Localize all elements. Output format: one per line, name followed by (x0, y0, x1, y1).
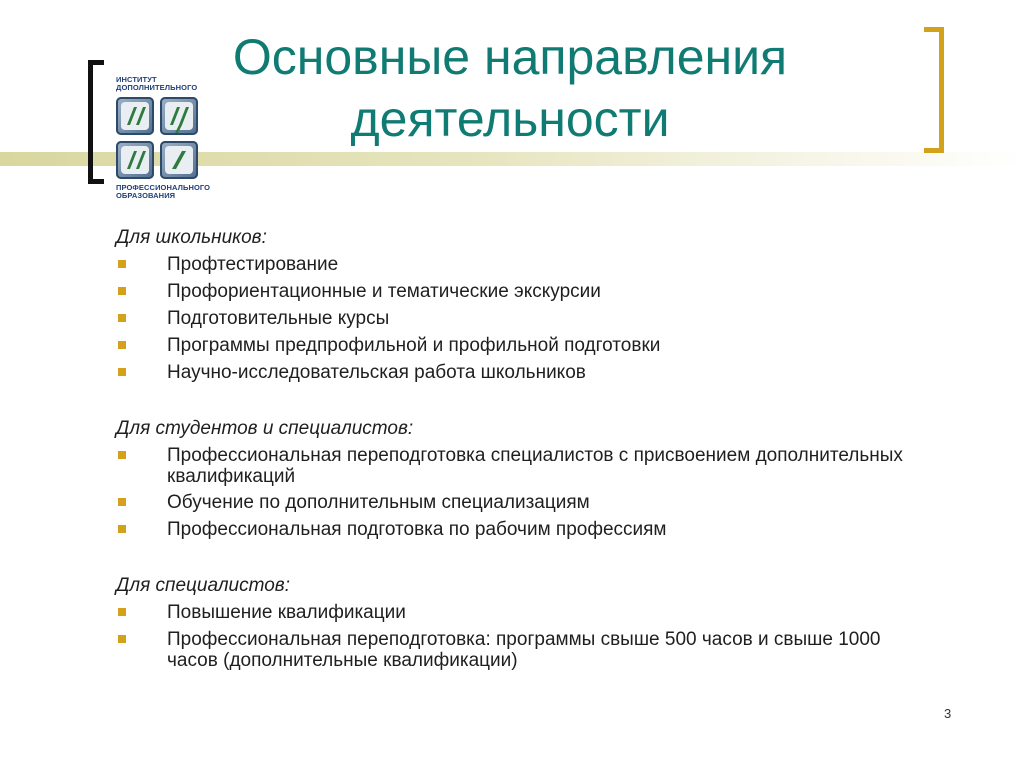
section-heading-specialists: Для специалистов: (116, 575, 290, 596)
list-item: Программы предпрофильной и профильной подготовки (167, 335, 661, 356)
bullet-icon (118, 498, 126, 506)
page-number: 3 (944, 706, 952, 721)
bullet-icon (118, 451, 126, 459)
list-item: Профориентационные и тематические экскурсии (167, 281, 601, 302)
list-item: Подготовительные курсы (167, 308, 390, 329)
list-item: Научно-исследовательская работа школьников (167, 362, 586, 383)
section-heading-students: Для студентов и специалистов: (116, 418, 414, 439)
list-item: Обучение по дополнительным специализациям (167, 492, 590, 513)
list-item: Профтестирование (167, 254, 339, 275)
logo-top-line-1: ИНСТИТУТ (116, 75, 157, 84)
bullet-icon (118, 368, 126, 376)
bullet-icon (118, 608, 126, 616)
logo-top-line-2: ДОПОЛНИТЕЛЬНОГО (116, 83, 198, 92)
title-line-2: деятельности (350, 91, 670, 147)
list-item: Профессиональная переподготовка специалистов с присвоением дополнительных квалификаций (167, 445, 903, 487)
bullet-icon (118, 341, 126, 349)
bullet-icon (118, 635, 126, 643)
logo-bottom-line-1: ПРОФЕССИОНАЛЬНОГО (116, 183, 211, 192)
list-item: Повышение квалификации (167, 602, 406, 623)
title-line-1: Основные направления (232, 29, 788, 85)
list-item: Профессиональная переподготовка: программы свыше 500 часов и свыше 1000 часов (дополнительные квалификации) (167, 629, 881, 671)
section-heading-schoolchildren: Для школьников: (116, 227, 267, 248)
bullet-icon (118, 525, 126, 533)
bullet-icon (118, 314, 126, 322)
logo-bottom-line-2: ОБРАЗОВАНИЯ (116, 191, 176, 200)
bullet-icon (118, 260, 126, 268)
bullet-icon (118, 287, 126, 295)
list-item: Профессиональная подготовка по рабочим профессиям (167, 519, 667, 540)
